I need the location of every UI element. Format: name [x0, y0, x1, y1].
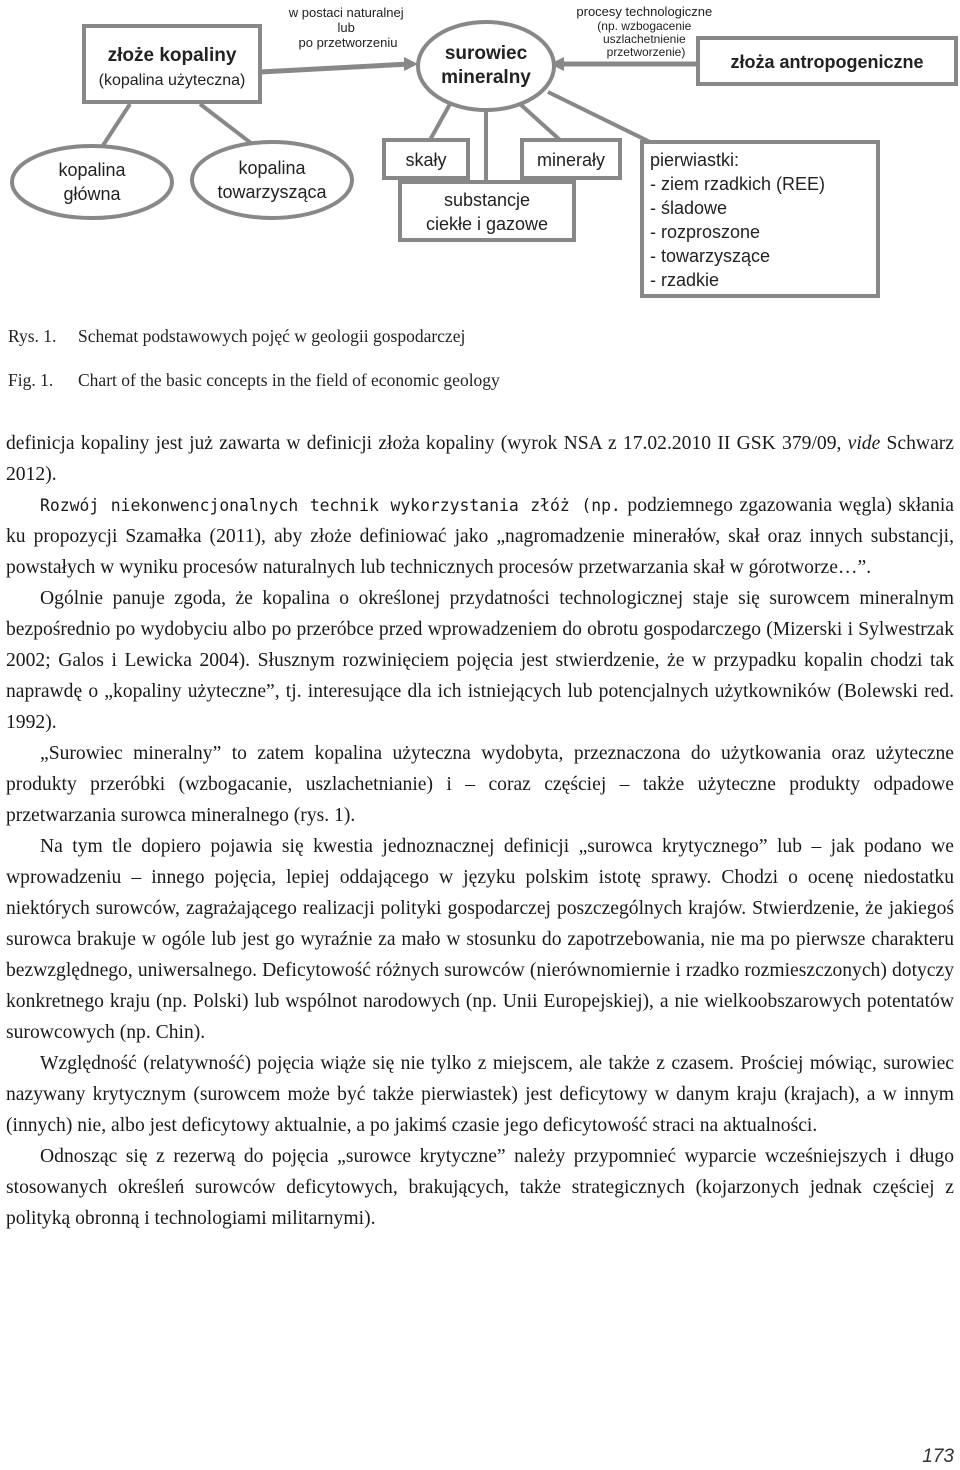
paragraph: Na tym tle dopiero pojawia się kwestia jednoznacznej definicji „surowca krytycznego” lub – jak podano we wprowadzeniu – innego pojęcia, lepiej oddającego w języku polskim istotę sprawy. Chodzi o ocenę niedostatku niektórych surowców, zagrażającego realizacji polityki gospodarczej poszczególnych krajów. Stwierdzenie, że jakiegoś surowca brakuje w ogóle lub jest go wyraźnie za mało w stosunku do zapotrzebowania, nie ma po pierwsze charakteru bezwzględnego, uniwersalnego. Deficytowość różnych surowców (nierównomiernie i rzadko rozmieszczonych) dotyczy konkretnego kraju (np. Polski) lub wspólnot narodowych (np. Unii Europejskiej), a nie wielkoobszarowych potentatów surowcowych (np. Chin).: [6, 836, 954, 1043]
paragraph: Względność (relatywność) pojęcia wiąże się nie tylko z miejscem, ale także z czasem. Prościej mówiąc, surowiec nazywany krytycznym (surowcem może być także pierwiastek) jest deficytowy w danym kraju (krajach), a w innym (innych) nie, albo jest deficytowy aktualnie, a po jakimś czasie jego deficytowość straci na aktualności.: [6, 1053, 954, 1136]
node-raw-ellipse: [418, 22, 554, 110]
node-main-line1: kopalina: [58, 160, 126, 180]
node-raw-line1: surowiec: [444, 43, 528, 64]
node-main-ellipse: [12, 146, 172, 218]
connector-deposit-main: [100, 104, 130, 150]
node-accomp-ellipse: [192, 142, 352, 218]
page-number: 173: [922, 1446, 954, 1467]
connector-raw-rocks: [430, 104, 450, 140]
vide-italic: vide: [847, 433, 881, 454]
figure-caption-pl: [8, 326, 465, 347]
body-text: [6, 428, 954, 1234]
arrow-head-icon: [404, 57, 418, 71]
node-deposit-title: złoże kopaliny: [107, 45, 237, 66]
label-technological-processes: procesy technologiczne (np. wzbogacenie uszlachetnienie przetworzenie): [576, 4, 713, 59]
paragraph-text: definicja kopaliny jest już zawarta w definicji złoża kopaliny (wyrok NSA z 17.02.2010 II GSK 379/09,: [6, 433, 848, 454]
paragraph: [6, 490, 954, 583]
node-substances-line2: ciekłe i gazowe: [425, 214, 549, 234]
paragraph: Odnosząc się z rezerwą do pojęcia „surowce krytyczne” należy przypomnieć wyparcie wcześniejszych i długo stosowanych określeń surowców deficytowych, brakujących, także strategicznych (kojarzonych jednak częściej z polityką obronną i technologiami militarnymi).: [6, 1146, 954, 1229]
node-rocks-label: skały: [405, 150, 447, 170]
caption-en-number: Fig. 1.: [8, 370, 54, 390]
paragraph-text-mono: Rozwój niekonwencjonalnych technik wykorzystania złóż (np.: [40, 496, 621, 515]
caption-pl-number: Rys. 1.: [8, 326, 57, 346]
node-elements-list: pierwiastki: - ziem rzadkich (REE) - śladowe - rozproszone - towarzyszące - rzadkie: [650, 150, 826, 290]
node-substances-line1: substancje: [443, 190, 531, 210]
paragraph-text: podziemnego zgazowania węgla) skłania ku propozycji Szamałka (2011), aby złoże definiować jako „nagromadzenie minerałów, skał oraz innych substancji, powstałych w wyniku procesów naturalnych lub technicznych procesów przetwarzania skał w górotworze…”.: [6, 495, 955, 578]
concept-diagram: [0, 0, 960, 300]
paragraph: [6, 428, 954, 490]
label-natural-form: w postaci naturalnej lub po przetworzeniu: [288, 5, 404, 50]
node-main-line2: główna: [63, 184, 121, 204]
paragraph: „Surowiec mineralny” to zatem kopalina użyteczna wydobyta, przeznaczona do użytkowania oraz użyteczne produkty przeróbki (wzbogacanie, uszlachetnianie) i – coraz częściej – także użyteczne produkty odpadowe przetwarzania surowca mineralnego (rys. 1).: [6, 743, 954, 826]
node-accomp-line1: kopalina: [238, 158, 306, 178]
figure-caption-en: [8, 370, 500, 391]
paragraph: Ogólnie panuje zgoda, że kopalina o określonej przydatności technologicznej staje się surowcem mineralnym bezpośrednio po wydobyciu albo po przeróbce przed wprowadzeniem do obrotu gospodarczego (Mizerski i Sylwestrzak 2002; Galos i Lewicka 2004). Słusznym rozwinięciem pojęcia jest stwierdzenie, że w przypadku kopalin chodzi tak naprawdę o „kopaliny użyteczne”, tj. interesujące dla ich istniejących lub potencjalnych użytkowników (Bolewski red. 1992).: [6, 588, 954, 733]
node-accomp-line2: towarzysząca: [217, 182, 327, 202]
caption-pl-text: Schemat podstawowych pojęć w geologii gospodarczej: [78, 326, 466, 346]
connector-raw-minerals: [520, 104, 560, 140]
node-minerals-label: minerały: [536, 150, 606, 170]
node-deposit-subtitle: (kopalina użyteczna): [98, 72, 246, 89]
node-raw-line2: mineralny: [441, 67, 531, 88]
connector-raw-elements: [548, 92, 650, 142]
caption-en-text: Chart of the basic concepts in the field of economic geology: [78, 370, 500, 390]
node-anthro-label: złoża antropogeniczne: [730, 52, 924, 72]
paragraph-text: Schwarz 2012).: [6, 433, 954, 485]
arrow-deposit-to-raw: [260, 64, 410, 72]
